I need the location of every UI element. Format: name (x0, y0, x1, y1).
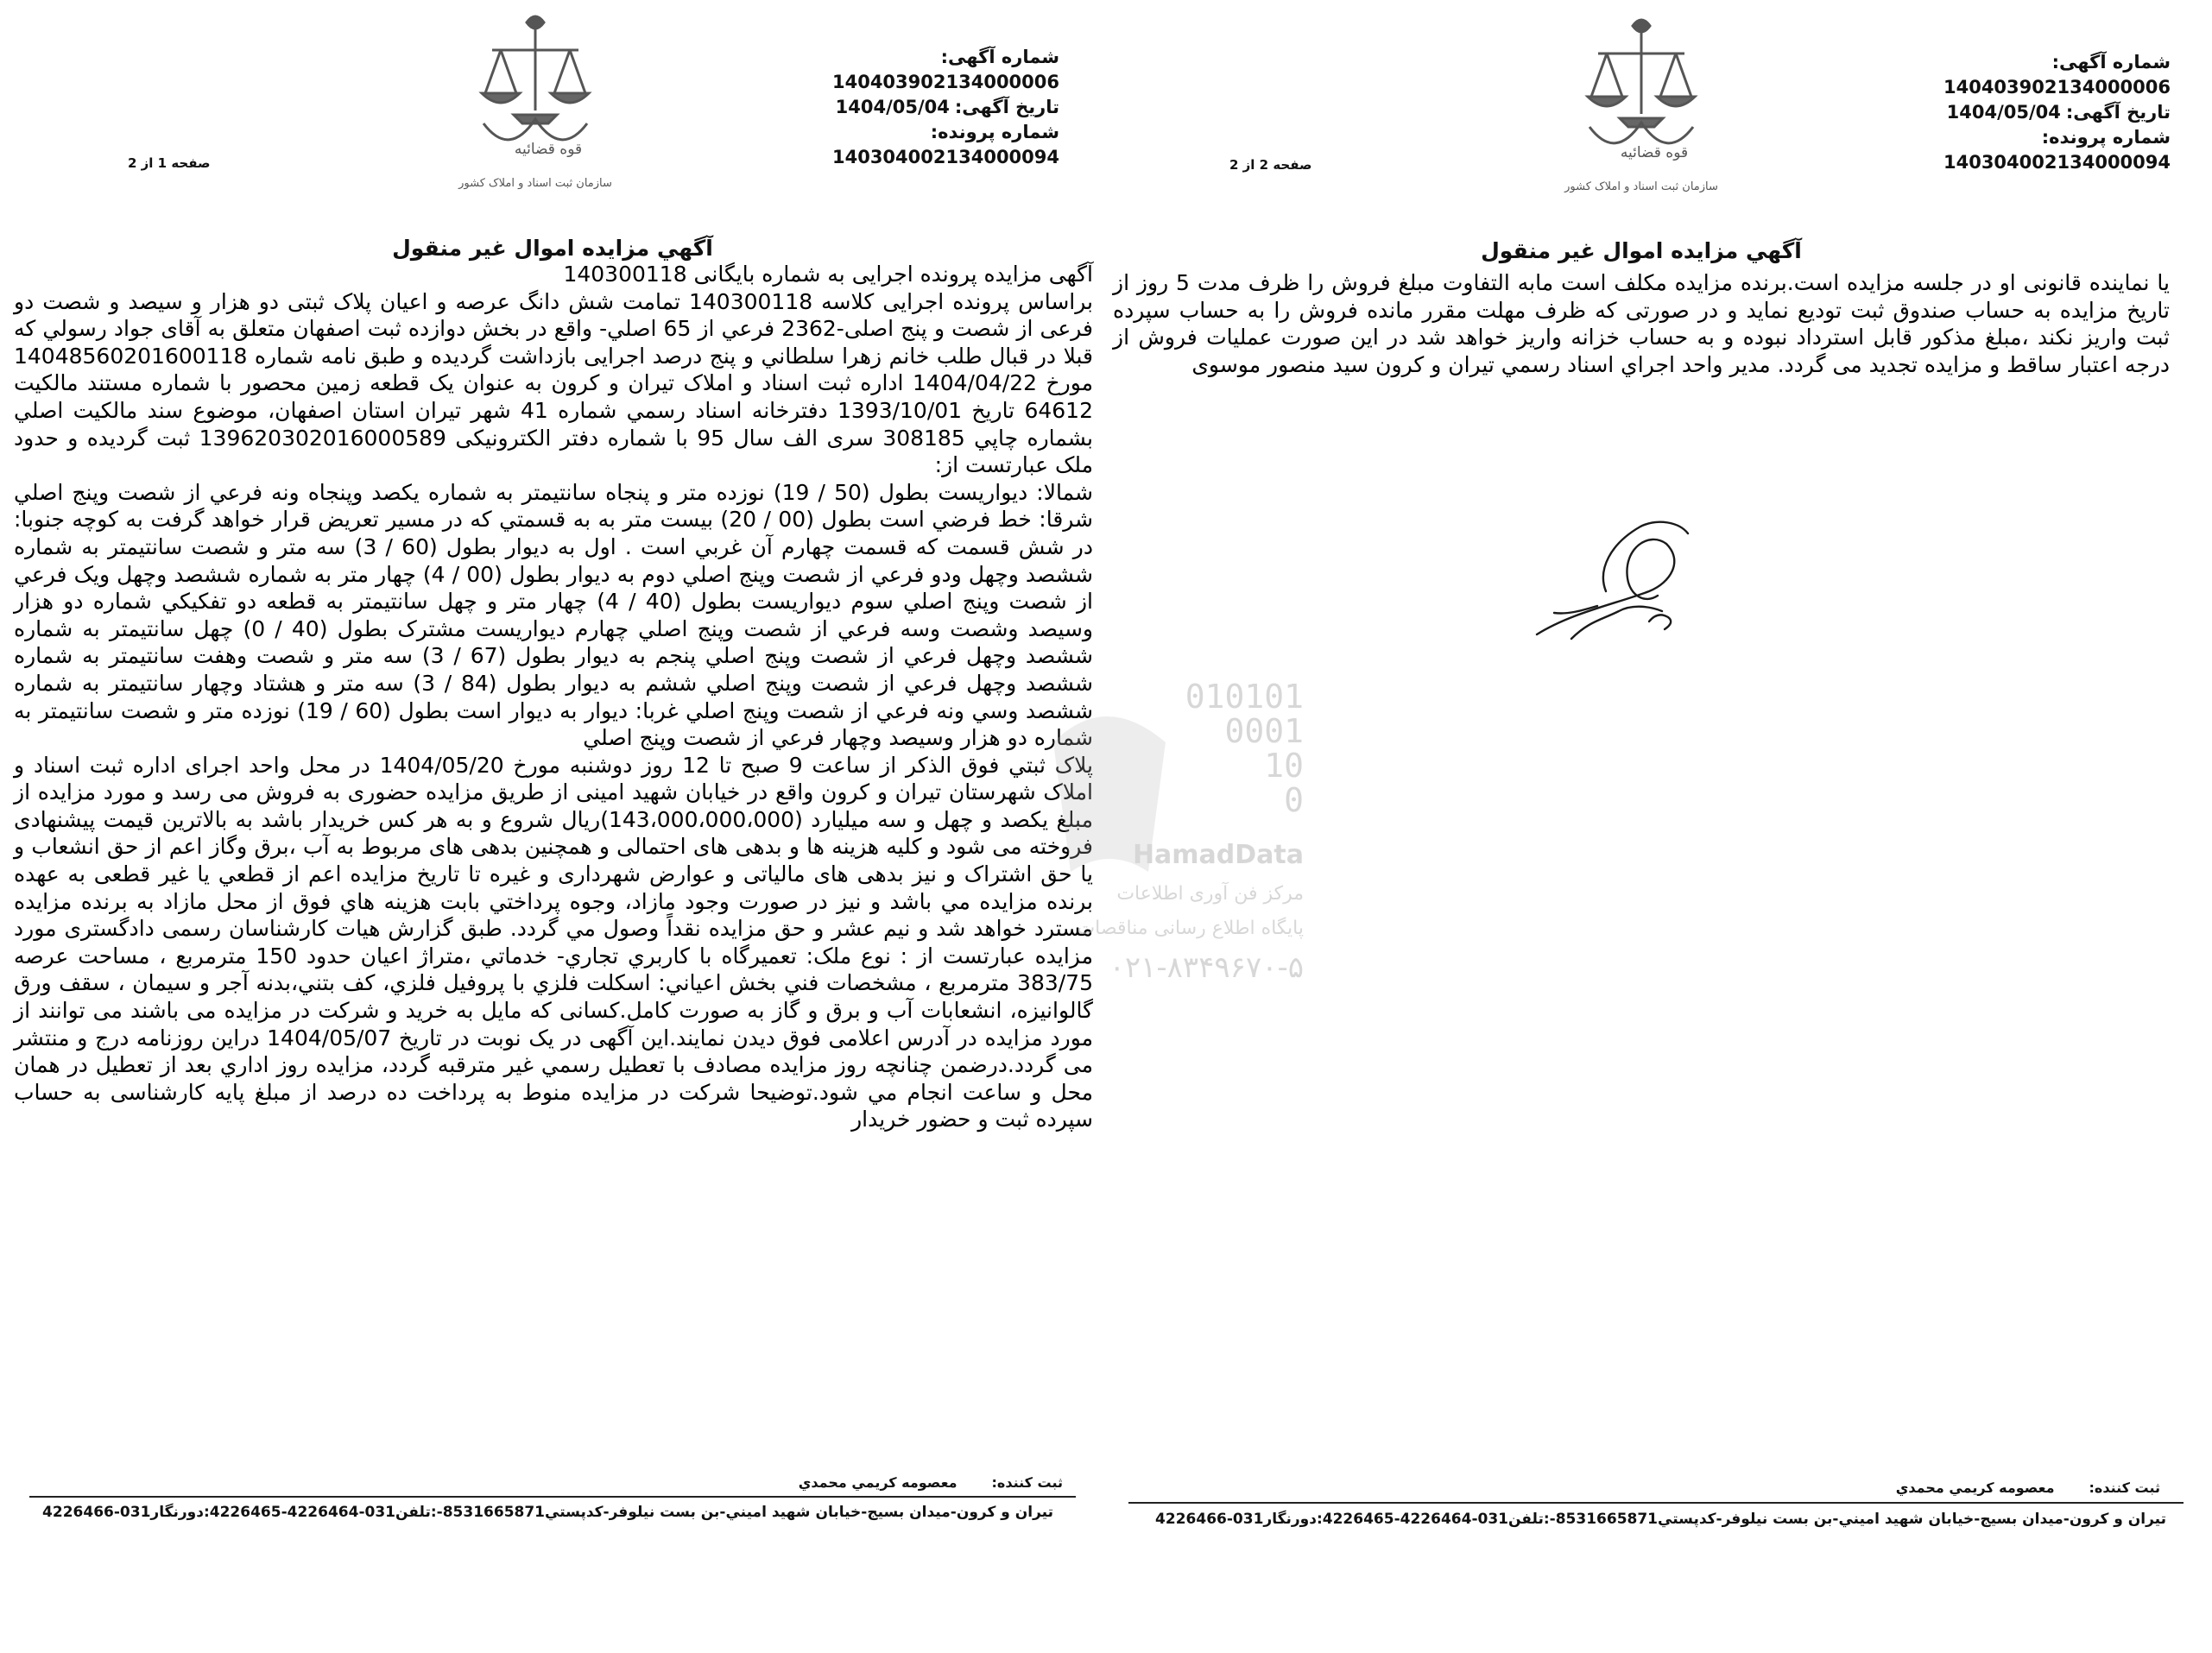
case-number-row: شماره پرونده:140304002134000094 (714, 120, 1059, 170)
registrar-label: ثبت كننده: (2089, 1479, 2160, 1496)
notice-title: آگهي مزايده اموال غير منقول (392, 236, 713, 261)
footer-address: تيران و كرون-ميدان بسيج-خيابان شهيد اميني-بن بست نيلوفر-كدپستي8531665871-:تلفن031-4226464-4226465:دورنگار031-4226466 (1155, 1511, 2166, 1528)
body-paragraph: آگهی مزایده پرونده اجرایی به شماره بایگانی 140300118 (563, 262, 1093, 287)
notice-title: آگهي مزايده اموال غير منقول (1481, 238, 1802, 263)
notice-body (14, 261, 1093, 1133)
footer-divider (1128, 1502, 2184, 1504)
watermark-bits: 10 (1264, 747, 1304, 785)
registrar-row (799, 1474, 1063, 1491)
watermark-phone: ۰۲۱-۸۳۴۹۶۷۰-۵ (1109, 950, 1304, 985)
watermark-line: پایگاه اطلاع رسانی مناقصات (1077, 918, 1304, 939)
notice-date-row: تاریخ آگهی:1404/05/04 (714, 95, 1059, 120)
watermark-bits: 0 (1284, 781, 1304, 819)
watermark-bits: 010101 (1185, 678, 1304, 716)
notice-number-row: شماره آگهی:140403902134000006 (1825, 50, 2171, 100)
watermark-bits: 0001 (1224, 712, 1304, 750)
watermark-line: مرکز فن آوری اطلاعات (1116, 883, 1304, 905)
case-number: 140304002134000094 (1943, 152, 2171, 173)
watermark-brand: HamadData (1132, 840, 1304, 870)
notice-body (1113, 269, 2170, 378)
signature-icon (1520, 509, 1718, 656)
notice-date-row: تاریخ آگهی:1404/05/04 (1825, 100, 2171, 125)
emblem-caption-top: قوه قضائیه (514, 141, 583, 158)
page-indicator: صفحه 1 از 2 (128, 155, 211, 171)
footer-divider (29, 1496, 1076, 1498)
notice-meta (714, 45, 1059, 170)
body-paragraph: يا نماينده قانونی او در جلسه مزايده است.برنده مزايده مکلف است مابه التفاوت مبلغ فروش را ظرف مدت 5 روز از تاريخ مزايده به حساب صندوق ثبت توديع نمايد و در صورتی که ظرف مهلت مقرر مانده فروش را به حساب سپرده ثبت واريز نکند ،مبلغ مذکور قابل استرداد نبوده و به حساب خزانه واريز خواهد شد در اين صورت عمليات فروش از درجه اعتبار ساقط و مزايده تجديد می گردد. مدير واحد اجراي اسناد رسمي تيران و کرون سيد منصور موسوی (1113, 270, 2170, 377)
emblem-caption-top: قوه قضائیه (1620, 144, 1689, 161)
notice-date: 1404/05/04 (835, 97, 950, 117)
body-paragraph: براساس پرونده اجرایی کلاسه 140300118 تمامت شش دانگ عرصه و اعیان پلاک ثبتی دو هزار و سیصد و شصت دو فرعی از شصت و پنج اصلی-2362 فرعي از 65 اصلي- واقع در بخش دوازده ثبت اصفهان متعلق به آقای جواد رسولي که قبلا در قبال طلب خانم زهرا سلطاني و پنج درصد اجرایی بازداشت گرديده و طبق نامه شماره 14048560201600118 مورخ 1404/04/22 اداره ثبت اسناد و املاک تيران و کرون به عنوان یک قطعه زمین محصور با شماره مستند مالکیت 64612 تاریخ 1393/10/01 دفترخانه اسناد رسمي شماره 41 شهر تيران استان اصفهان، موضوع سند مالکيت اصلي بشماره چاپي 308185 سری الف سال 95 با شماره دفتر الکترونیکی 139620302016000589 ثبت گرديده و حدود ملک عبارتست از: (14, 288, 1094, 478)
page-indicator: صفحه 2 از 2 (1229, 157, 1312, 173)
watermark-icon (1019, 673, 1312, 993)
emblem-caption-bottom: سازمان ثبت اسناد و املاک کشور (1564, 180, 1718, 193)
judiciary-emblem-icon (458, 7, 612, 197)
judiciary-emblem-icon (1564, 10, 1718, 200)
registrar-name: معصومه كريمي محمدي (1895, 1479, 2055, 1496)
footer-address: تيران و كرون-ميدان بسيج-خيابان شهيد اميني-بن بست نيلوفر-كدپستي8531665871-:تلفن031-4226464-4226465:دورنگار031-4226466 (42, 1504, 1053, 1521)
registrar-name: معصومه كريمي محمدي (798, 1474, 957, 1491)
body-paragraph: شمالا: ديواريست بطول (50 / 19) نوزده متر و پنجاه سانتيمتر به شماره يکصد وپنجاه ونه فرعي از شصت وپنج اصلي شرقا: خط فرضي است بطول (00 / 20) بيست متر به به قسمتي که در مسير تعريض قرار خواهد گرفت به کوچه جنوبا: در شش قسمت که قسمت چهارم آن غربي است . اول به ديوار بطول (60 / 3) سه متر و شصت سانتيمتر به شماره ششصد وچهل ودو فرعي از شصت وپنج اصلي دوم به ديوار بطول (00 / 4) چهار متر به شماره ششصد وچهل ويک فرعي از شصت وپنج اصلي سوم ديواريست بطول (40 / 4) چهار متر و چهل سانتيمتر به قطعه دو تفکيکي شماره دو هزار وسيصد وشصت وسه فرعي از شصت وپنج اصلي چهارم ديواريست مشترک بطول (40 / 0) چهل سانتيمتر به شماره ششصد وچهل فرعي از شصت وپنج اصلي پنجم به ديوار بطول (67 / 3) سه متر و شصت وهفت سانتيمتر به شماره ششصد وچهل فرعي از شصت وپنج اصلي ششم به ديوار بطول (84 / 3) سه متر و هشتاد وچهار سانتيمتر به شماره ششصد وسي ونه فرعي از شصت وپنج اصلي غربا: ديوار به ديوار است بطول (60 / 19) نوزده متر و شصت سانتيمتر به شماره دو هزار وسيصد وچهار فرعي از شصت وپنج اصلي (14, 479, 1094, 751)
case-number-row: شماره پرونده:140304002134000094 (1825, 125, 2171, 175)
emblem-caption-bottom: سازمان ثبت اسناد و املاک کشور (458, 177, 612, 190)
registrar-row (1896, 1479, 2160, 1496)
notice-date: 1404/05/04 (1946, 102, 2061, 123)
notice-number: 140403902134000006 (1943, 77, 2171, 98)
body-paragraph: پلاک ثبتي فوق الذکر از ساعت 9 صبح تا 12 روز دوشنبه مورخ 1404/05/20 در محل واحد اجرای اداره ثبت اسناد و املاک شهرستان تیران و کرون واقع در خیابان شهید امینی از طریق مزایده حضوری به فروش می رسد و مورد مزایده از مبلغ یکصد و چهل و سه میلیارد (143،000،000،000)ريال شروع و به هر کس خریدار باشد به بالاترین قیمت پیشنهادی فروخته می شود و کلیه هزینه ها و بدهی های احتمالی و همچنین بدهی های مربوط به آب ،برق وگاز اعم از حق انشعاب و يا حق اشتراک و نيز بدهی های مالیاتی و عوارض شهرداری و غیره تا تاريخ مزايده اعم از قطعي يا غير قطعی به عهده برنده مزايده مي باشد و نيز در صورت وجود مازاد، وجوه پرداختي بابت هزينه هاي فوق از محل مازاد به برنده مزايده مسترد خواهد شد و نيم عشر و حق مزايده نقداً وصول مي گردد. طبق گزارش هیات کارشناسان رسمی دادگستری مورد مزایده عبارتست از : نوع ملک: تعمیرگاه با کاربري تجاري- خدماتي ،متراژ اعيان حدود 150 مترمربع ، مساحت عرصه 383/75 مترمربع ، مشخصات فني بخش اعياني: اسکلت فلزي با پروفيل فلزي، کف بتني،بدنه آجر و سيمان ، سقف ورق گالوانيزه، انشعابات آب و برق و گاز به صورت کامل.کسانی که مایل به خرید و شرکت در مزایده می باشند می توانند از مورد مزایده در آدرس اعلامی فوق دیدن نمایند.این آگهی در یک نوبت در تاریخ 1404/05/07 دراین روزنامه درج و منتشر می گردد.درضمن چنانچه روز مزايده مصادف با تعطيل رسمي غير مترقبه گردد، مزايده روز اداري بعد از تعطيل در همان محل و ساعت انجام مي شود.توضیحا شرکت در مزایده منوط به پرداخت ده درصد از مبلغ پایه کارشناسی به حساب سپرده ثبت و حضور خریدار (14, 752, 1094, 1132)
notice-number: 140403902134000006 (831, 72, 1059, 92)
notice-meta (1825, 50, 2171, 175)
case-number: 140304002134000094 (831, 147, 1059, 167)
registrar-label: ثبت كننده: (991, 1474, 1063, 1491)
notice-number-row: شماره آگهی:140403902134000006 (714, 45, 1059, 95)
